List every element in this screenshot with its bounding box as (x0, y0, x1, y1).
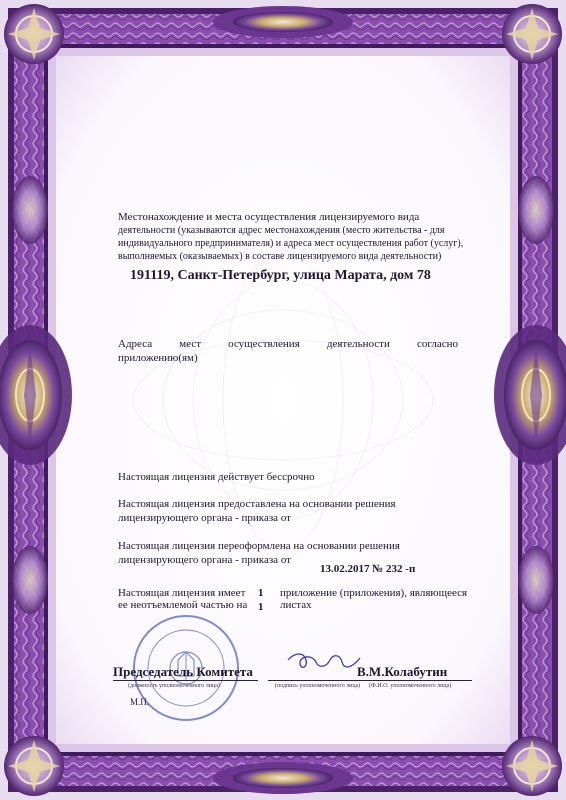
addresses-note-word: осуществления (228, 338, 300, 350)
seal-mark: М.П. (130, 697, 150, 707)
appendix-sheet-count: 1 (258, 601, 264, 613)
addresses-note-word: согласно (417, 338, 458, 350)
position-underline (113, 680, 258, 681)
granted-line1: Настоящая лицензия предоставлена на основании решения (118, 498, 396, 510)
addresses-note-line1 (118, 338, 458, 350)
location-heading-line3: индивидуального предпринимателя) и адреса мест осуществления работ (услуг), (118, 238, 464, 249)
appendix-line2-start: ее неотъемлемой частью на (118, 599, 248, 611)
appendix-count: 1 (258, 587, 264, 599)
position-caption: (должность уполномоченного лица) (128, 683, 220, 689)
location-heading-line2: деятельности (указываются адрес местонахождения (место жительства - для (118, 225, 445, 236)
granted-line2: лицензирующего органа - приказа от (118, 512, 291, 524)
reissue-order-number: 13.02.2017 № 232 -п (320, 563, 416, 575)
signatory-name: В.М.Колабутин (357, 664, 448, 679)
validity-statement: Настоящая лицензия действует бессрочно (118, 471, 315, 483)
location-heading-line4: выполняемых (оказываемых) в составе лицензируемого вида деятельности) (118, 251, 442, 262)
signatory-position: Председатель Комитета (113, 664, 253, 679)
signature-underline (268, 680, 360, 681)
name-underline (357, 680, 472, 681)
addresses-note-word: Адреса (118, 338, 153, 350)
reissued-line1: Настоящая лицензия переоформлена на основании решения (118, 540, 400, 552)
appendix-line2-end: листах (280, 599, 312, 611)
addresses-note-word: мест (179, 338, 202, 350)
signature-caption: (подпись уполномоченного лица) (275, 683, 361, 689)
licensed-address: 191119, Санкт-Петербург, улица Марата, дом 78 (130, 268, 431, 283)
addresses-note-word: деятельности (326, 338, 390, 350)
location-heading-line1: Местонахождение и места осуществления лицензируемого вида (118, 211, 420, 223)
addresses-note-line2: приложению(ям) (118, 352, 198, 364)
appendix-line1-end: приложение (приложения), являющееся (280, 587, 468, 599)
reissued-line2: лицензирующего органа - приказа от (118, 554, 291, 566)
name-caption: (Ф.И.О. уполномоченного лица) (369, 683, 452, 689)
appendix-line1-start: Настоящая лицензия имеет (118, 587, 246, 599)
